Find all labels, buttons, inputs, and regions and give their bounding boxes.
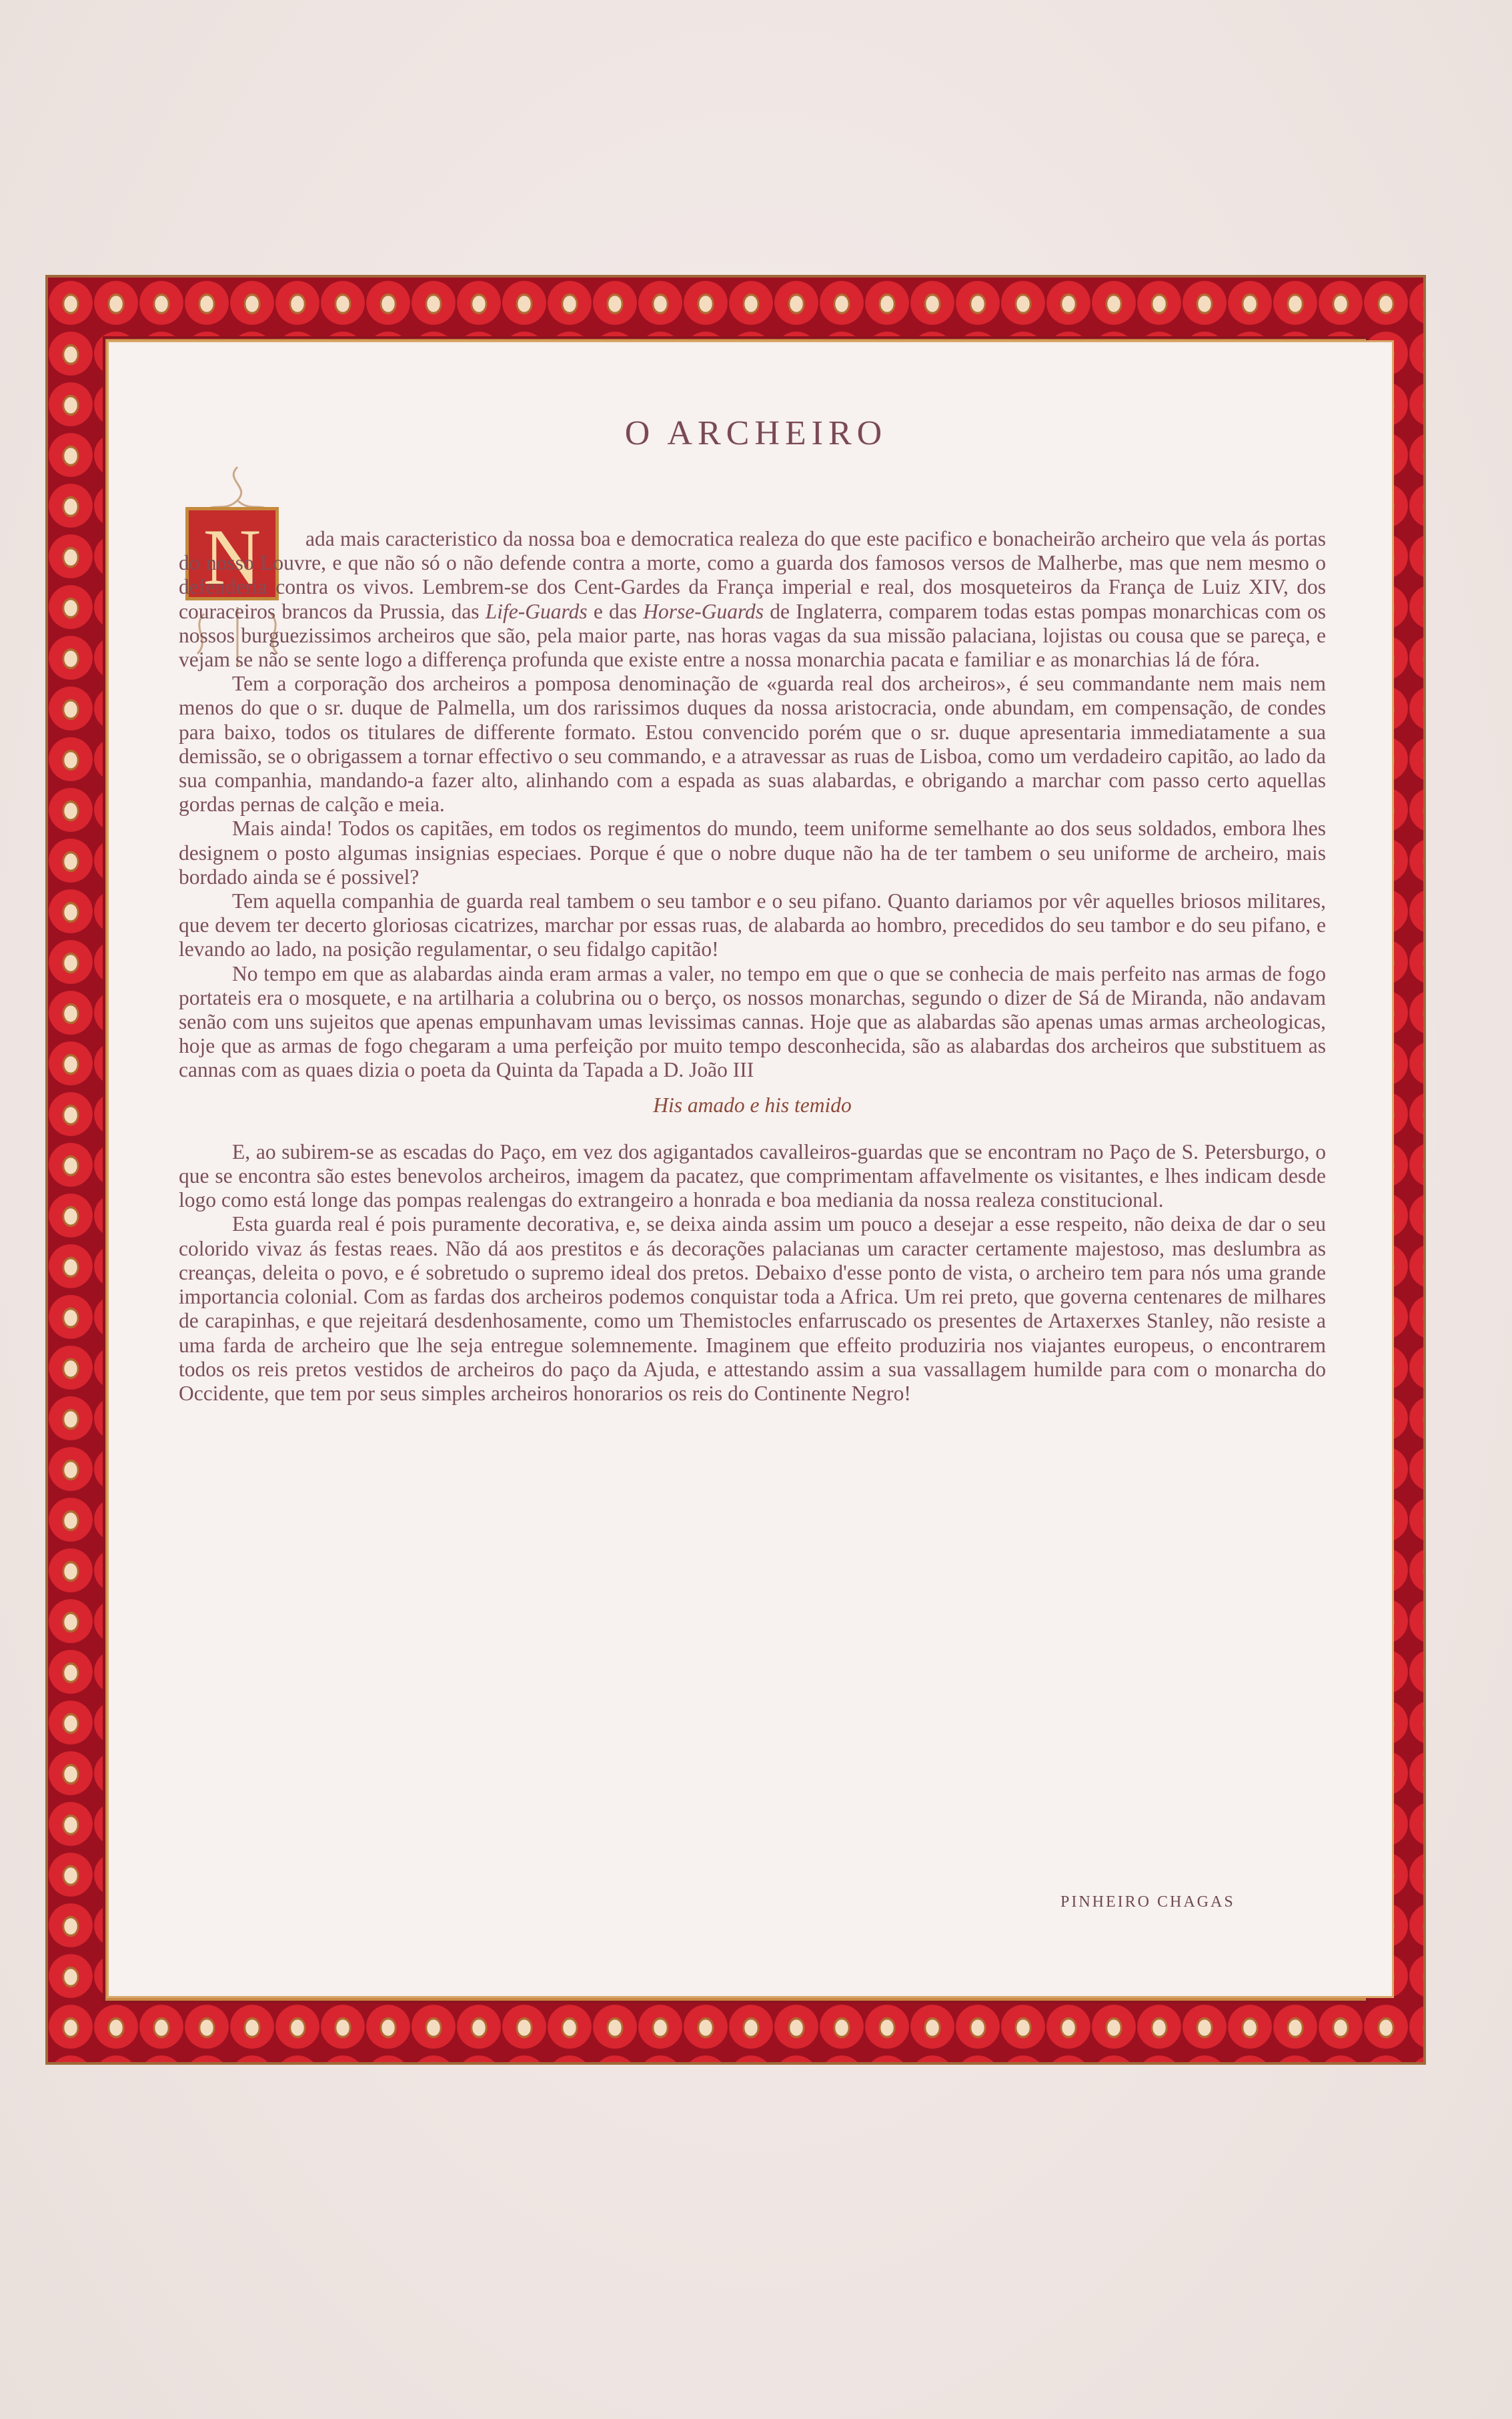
- article-body: [179, 527, 1326, 1406]
- paragraph-1-text: ada mais caracteristico da nossa boa e democratica realeza do que este pacifico e bonacheirão archeiro que vela ás portas do nosso Louvre, e que não só o não defende contra a morte, como a guarda dos famosos versos de Malherbe, mas que nem mesmo o defenderia contra os vivos. Lembrem-se dos Cent-Gardes da França imperial e real, dos mosqueteiros da França de Luiz XIV, dos couraceiros brancos da Prussia, das: [179, 527, 1326, 623]
- verse-quote: His amado e his temido: [653, 1093, 852, 1117]
- paragraph-4: Tem aquella companhia de guarda real tambem o seu tambor e o seu pifano. Quanto dariamos por vêr aquelles briosos militares, que devem ter decerto gloriosas cicatrizes, marchar por essas ruas, de alabarda ao hombro, precedidos do seu tambor e do seu pifano, e levando ao lado, na posição regulamentar, o seu fidalgo capitão!: [179, 889, 1326, 961]
- paragraph-7: Esta guarda real é pois puramente decorativa, e, se deixa ainda assim um pouco a desejar a esse respeito, não deixa de dar o seu colorido vivaz ás festas reaes. Não dá aos prestitos e ás decorações palacianas um caracter certamente majestoso, mas deslumbra as creanças, deleita o povo, e é sobretudo o supremo ideal dos pretos. Debaixo d'esse ponto de vista, o archeiro tem para nós uma grande importancia colonial. Com as fardas dos archeiros podemos conquistar toda a Africa. Um rei preto, que governa centenares de milhares de carapinhas, e que rejeitará desdenhosamente, como um Themistocles enfarruscado os presentes de Artaxerxes Stanley, não resiste a uma farda de archeiro que lhe seja entregue solemnemente. Imaginem que effeito produziria nos viajantes europeus, o encontrarem todos os reis pretos vestidos de archeiros do paço da Ajuda, e attestando assim a sua vassallagem humilde para com o monarcha do Occidente, que tem por seus simples archeiros honorarios os reis do Continente Negro!: [179, 1212, 1326, 1405]
- paragraph-1-connector: e das: [587, 599, 644, 623]
- italic-horse-guards: Horse-Guards: [643, 599, 764, 623]
- paragraph-3: Mais ainda! Todos os capitães, em todos os regimentos do mundo, teem uniforme semelhante ao dos seus soldados, embora lhes designem o posto algumas insignias especiaes. Porque é que o nobre duque não ha de ter tambem o seu uniforme de archeiro, mais bordado ainda se é possivel?: [179, 817, 1326, 889]
- paragraph-1: [179, 527, 1326, 672]
- paragraph-5: No tempo em que as alabardas ainda eram armas a valer, no tempo em que o que se conhecia de mais perfeito nas armas de fogo portateis era o mosquete, e na artilharia a colubrina ou o berço, os nossos monarchas, segundo o dizer de Sá de Miranda, não andavam senão com uns sujeitos que apenas empunhavam umas levissimas cannas. Hoje que as alabardas são apenas umas armas archeologicas, hoje que as armas de fogo chegaram a uma perfeição por muito tempo desconhecida, são as alabardas dos archeiros que substituem as cannas com as quaes dizia o poeta da Quinta da Tapada a D. João III: [179, 961, 1326, 1082]
- page-title: O ARCHEIRO: [624, 414, 888, 452]
- italic-life-guards: Life-Guards: [485, 599, 588, 623]
- drop-cap-initial: N: [185, 507, 279, 600]
- paragraph-6: E, ao subirem-se as escadas do Paço, em vez dos agigantados cavalleiros-guardas que se encontram no Paço de S. Petersburgo, o que se encontra são estes benevolos archeiros, imagem da pacatez, que comprimentam affavelmente os visitantes, e lhes indicam desde logo como está longe das pompas realengas do extrangeiro a honrada e boa mediania da nossa realeza constitucional.: [179, 1139, 1326, 1212]
- paragraph-2: Tem a corporação dos archeiros a pomposa denominação de «guarda real dos archeiros», é seu commandante nem mais nem menos do que o sr. duque de Palmella, um dos rarissimos duques da nossa aristocracia, onde abundam, em compensação, de condes para baixo, todos os titulares de differente formato. Estou convencido porém que o sr. duque apresentaria immediatamente a sua demissão, se o obrigassem a tornar effectivo o seu commando, e a atravessar as ruas de Lisboa, como um verdadeiro capitão, ao lado da sua companhia, mandando-a fazer alto, alinhando com a espada as suas alabardas, e obrigando a marchar com passo certo aquellas gordas pernas de calção e meia.: [179, 672, 1326, 817]
- paragraph-1-ending: de Inglaterra, comparem todas estas pompas monarchicas com os nossos burguezissimos archeiros que são, pela maior parte, nas horas vagas da sua missão palaciana, lojistas ou cousa que se pareça, e vejam se não se sente logo a differença profunda que existe entre a nossa monarchia pacata e familiar e as monarchias lá de fóra.: [179, 599, 1326, 672]
- author-signature: PINHEIRO CHAGAS: [1060, 1893, 1235, 1911]
